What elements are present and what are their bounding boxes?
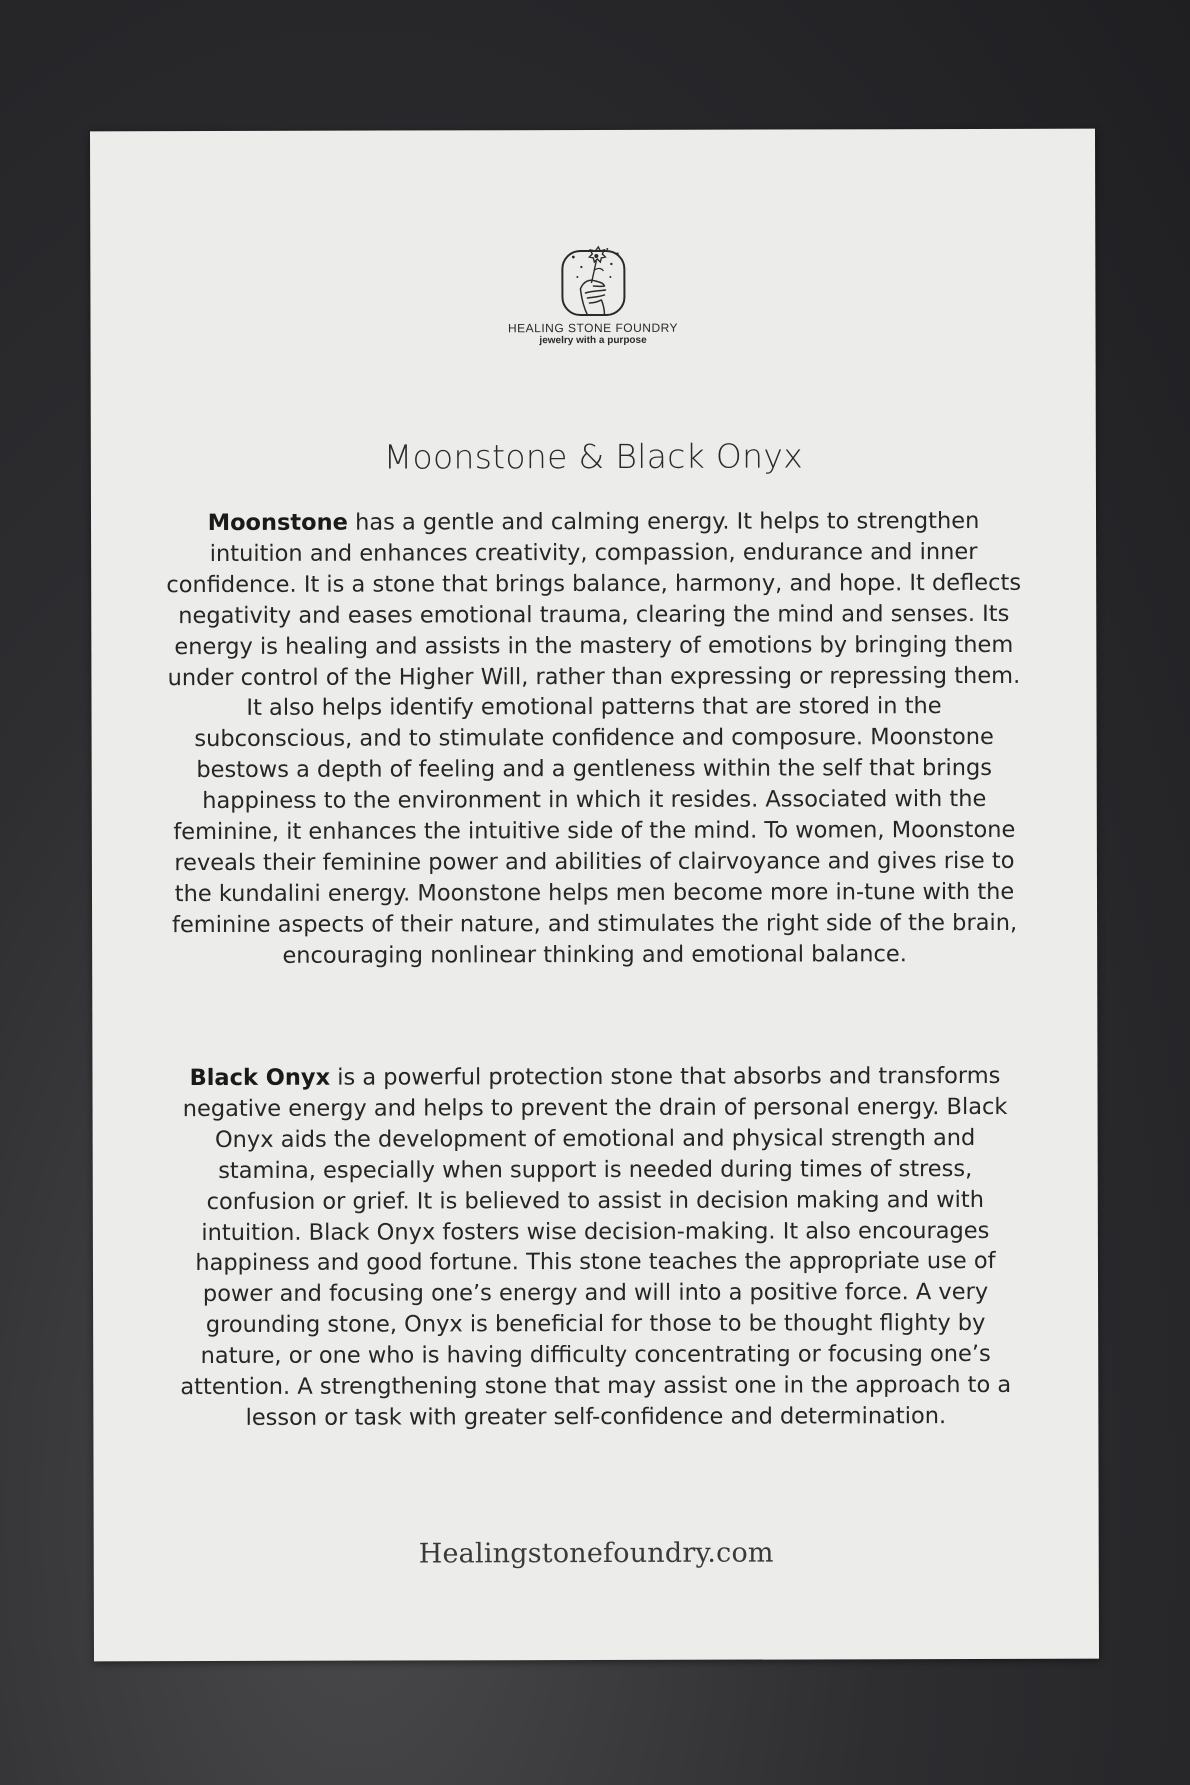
black-onyx-heading: Black Onyx <box>189 1064 331 1092</box>
hand-holding-flower-icon <box>547 237 639 319</box>
brand-name: HEALING STONE FOUNDRY <box>507 320 679 336</box>
moonstone-text: has a gentle and calming energy. It helps to strengthen intuition and enhances creativity, compassion, endurance and inner confidence. It is a stone that brings balance, harmony, and hope. It deflects negativity and eases emotional trauma, clearing the mind and senses. Its energy is healing and assists in the mastery of emotions by bringing them under control of the Higher Will, rather than expressing or repressing them. It also helps identify emotional patterns that are stored in the subconscious, and to stimulate confidence and composure. Moonstone bestows a depth of feeling and a gentleness within the self that brings happiness to the environment in which it resides. Associated with the feminine, it enhances the intuitive side of the mind. To women, Moonstone reveals their feminine power and abilities of clairvoyance and gives rise to the kundalini energy. Moonstone helps men become more in-tune with the feminine aspects of their nature, and stimulates the right side of the brain, encouraging nonlinear thinking and emotional balance. <box>166 507 1022 969</box>
brand-logo <box>90 236 1095 348</box>
black-onyx-paragraph <box>167 1061 1023 1434</box>
brand-tagline: jewelry with a purpose <box>539 334 647 347</box>
website-url: Healingstonefoundry.com <box>418 1537 774 1570</box>
moonstone-paragraph <box>166 506 1022 972</box>
black-onyx-text: is a powerful protection stone that absorbs and transforms negative energy and helps to prevent the drain of personal energy. Black Onyx aids the development of emotional and physical strength and stamina, especially when support is needed during times of stress, confusion or grief. It is believed to assist in decision making and with intuition. Black Onyx fosters wise decision-making. It also encourages happiness and good fortune. This stone teaches the appropriate use of power and focusing one’s energy and will into a positive force. A very grounding stone, Onyx is beneficial for those to be thought flighty by nature, or one who is having difficulty concentrating or focusing one’s attention. A strengthening stone that may assist one in the approach to a lesson or task with greater self-confidence and determination. <box>180 1062 1012 1431</box>
page-title: Moonstone & Black Onyx <box>383 436 804 477</box>
info-card <box>90 129 1099 1662</box>
moonstone-heading: Moonstone <box>207 509 348 537</box>
